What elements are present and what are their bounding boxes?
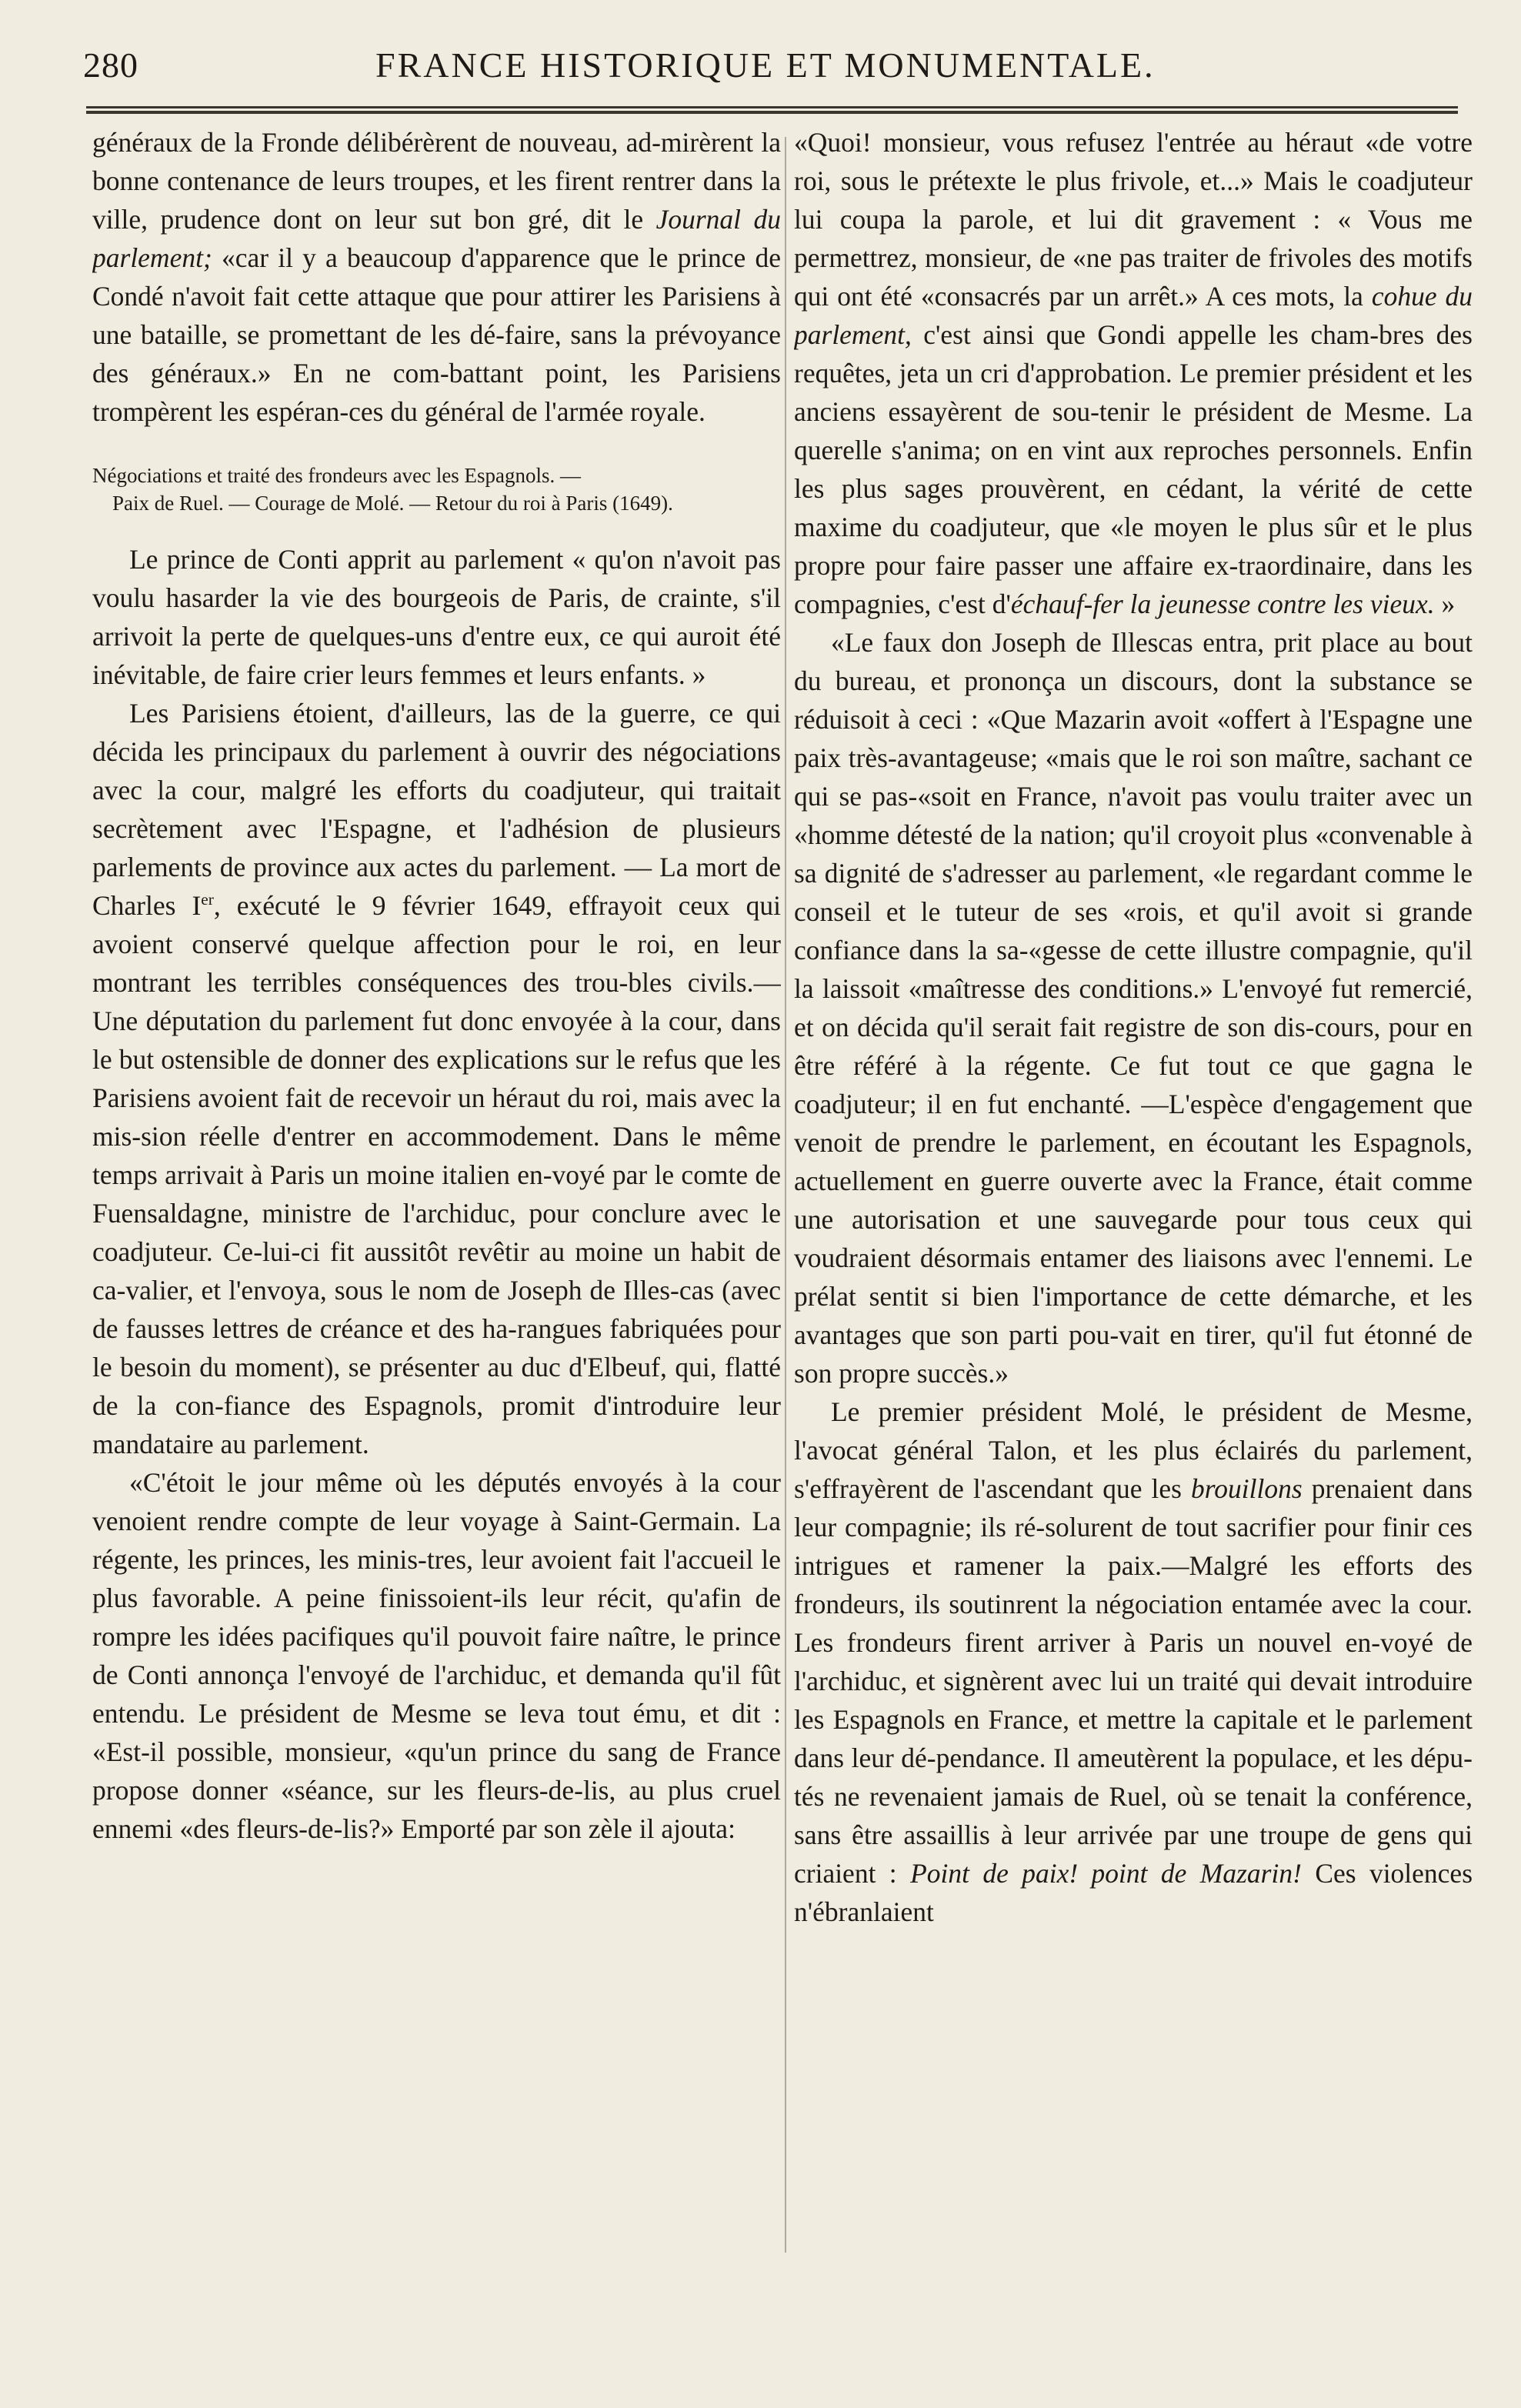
paragraph: Les Parisiens étoient, d'ailleurs, las de la guerre, ce qui décida les principaux du parlement à ouvrir des négociations avec la cour, malgré les efforts du coadjuteur, qui traitait secrètement avec l'Espagne, et l'adhésion de plusieurs parlements de province aux actes du parlement. — La mort de Charles Ier, exécuté le 9 février 1649, effrayoit ceux qui avoient conservé quelque affection pour le roi, en leur montrant les terribles conséquences des trou-bles civils.— Une députation du parlement fut donc envoyée à la cour, dans le but ostensible de donner des explications sur le refus que les Parisiens avoient fait de recevoir un héraut du roi, mais avec la mis-sion réelle d'entrer en accommodement. Dans le même temps arrivait à Paris un moine italien en-voyé par le comte de Fuensaldagne, ministre de l'archiduc, pour conclure avec le coadjuteur. Ce-lui-ci fit aussitôt revêtir au moine un habit de ca-valier, et l'envoya, sous le nom de Joseph de Illes-cas (avec de fausses lettres de créance et des ha-rangues fabriquées pour le besoin du moment), se présenter au duc d'Elbeuf, qui, flatté de la con-fiance des Espagnols, promit d'introduire leur mandataire au parlement. bbox=[92, 698, 781, 1459]
page-header bbox=[83, 45, 1468, 91]
section-summary-line: Négociations et traité des frondeurs avec les Espagnols. — bbox=[92, 464, 582, 487]
section-summary-line: Paix de Ruel. — Courage de Molé. — Retour du roi à Paris (1649). bbox=[112, 492, 673, 515]
paragraph: généraux de la Fronde délibérèrent de nouveau, ad-mirèrent la bonne contenance de leurs troupes, et les firent rentrer dans la ville, prudence dont on leur sut bon gré, dit le Journal du parlement; «car il y a beaucoup d'apparence que le prince de Condé n'avoit fait cette attaque que pour attirer les Parisiens à une bataille, se promettant de les dé-faire, sans la prévoyance des généraux.» En ne com-battant point, les Parisiens trompèrent les espéran-ces du général de l'armée royale. bbox=[92, 127, 781, 427]
header-rule bbox=[86, 106, 1458, 114]
paragraph: «Le faux don Joseph de Illescas entra, prit place au bout du bureau, et prononça un discours, dont la substance se réduisoit à ceci : «Que Mazarin avoit «offert à l'Espagne une paix très-avantageuse; «mais que le roi son maître, sachant ce qui se pas-«soit en France, n'avoit pas voulu traiter avec un «homme détesté de la nation; qu'il croyoit plus «convenable à sa dignité de s'adresser au parlement, «le regardant comme le conseil et le tuteur de ses «rois, et qu'il avoit si grande confiance dans la sa-«gesse de cette illustre compagnie, qu'il la laissoit «maîtresse des conditions.» L'envoyé fut remercié, et on décida qu'il serait fait registre de son dis-cours, pour en être référé à la régente. Ce fut tout ce que gagna le coadjuteur; il en fut enchanté. —L'espèce d'engagement que venoit de prendre le parlement, en écoutant les Espagnols, actuellement en guerre ouverte avec la France, était comme une autorisation et une sauvegarde pour tous ceux qui voudraient désormais entamer des liaisons avec l'ennemi. Le prélat sentit si bien l'importance de cette démarche, et les avantages que son parti pou-vait en tirer, qu'il fut étonné de son propre succès.» bbox=[794, 627, 1473, 1389]
column-divider bbox=[785, 137, 786, 2253]
section-summary bbox=[92, 462, 781, 517]
right-column bbox=[794, 123, 1473, 2393]
left-column bbox=[92, 123, 781, 2393]
paragraph: Le premier président Molé, le président de Mesme, l'avocat général Talon, et les plus éclairés du parlement, s'effrayèrent de l'ascendant que les brouillons prenaient dans leur compagnie; ils ré-solurent de tout sacrifier pour finir ces intrigues et ramener la paix.—Malgré les efforts des frondeurs, ils soutinrent la négociation entamée avec la cour. Les frondeurs firent arriver à Paris un nouvel en-voyé de l'archiduc, et signèrent avec lui un traité qui devait introduire les Espagnols en France, et mettre la capitale et le parlement dans leur dé-pendance. Il ameutèrent la populace, et les dépu-tés ne revenaient jamais de Ruel, où se tenait la conférence, sans être assaillis à leur arrivée par une troupe de gens qui criaient : Point de paix! point de Mazarin! Ces violences n'ébranlaient bbox=[794, 1396, 1473, 1927]
paragraph: Le prince de Conti apprit au parlement « qu'on n'avoit pas voulu hasarder la vie des bourgeois de Paris, de crainte, s'il arrivoit la perte de quelques-uns d'entre eux, ce qui auroit été inévitable, de faire crier leurs femmes et leurs enfants. » bbox=[92, 544, 781, 690]
paragraph: «C'étoit le jour même où les députés envoyés à la cour venoient rendre compte de leur voyage à Saint-Germain. La régente, les princes, les minis-tres, leur avoient fait l'accueil le plus favorable. A peine finissoient-ils leur récit, qu'afin de rompre les idées pacifiques qu'il pouvoit faire naître, le prince de Conti annonça l'envoyé de l'archiduc, et demanda qu'il fût entendu. Le président de Mesme se leva tout ému, et dit : «Est-il possible, monsieur, «qu'un prince du sang de France propose donner «séance, sur les fleurs-de-lis, au plus cruel ennemi «des fleurs-de-lis?» Emporté par son zèle il ajouta: bbox=[92, 1467, 781, 1844]
page-number: 280 bbox=[83, 45, 138, 85]
paragraph: «Quoi! monsieur, vous refusez l'entrée au héraut «de votre roi, sous le prétexte le plus frivole, et...» Mais le coadjuteur lui coupa la parole, et lui dit gravement : « Vous me permettrez, monsieur, de «ne pas traiter de frivoles des motifs qui ont été «consacrés par un arrêt.» A ces mots, la cohue du parlement, c'est ainsi que Gondi appelle les cham-bres des requêtes, jeta un cri d'approbation. Le premier président et les anciens essayèrent de sou-tenir le président de Mesme. La querelle s'anima; on en vint aux reproches personnels. Enfin les plus sages prouvèrent, en cédant, la vérité de cette maxime du coadjuteur, que «le moyen le plus sûr et le plus propre pour faire passer une affaire ex-traordinaire, dans les compagnies, c'est d'échauf-fer la jeunesse contre les vieux. » bbox=[794, 127, 1473, 619]
running-title: FRANCE HISTORIQUE ET MONUMENTALE. bbox=[375, 45, 1156, 85]
